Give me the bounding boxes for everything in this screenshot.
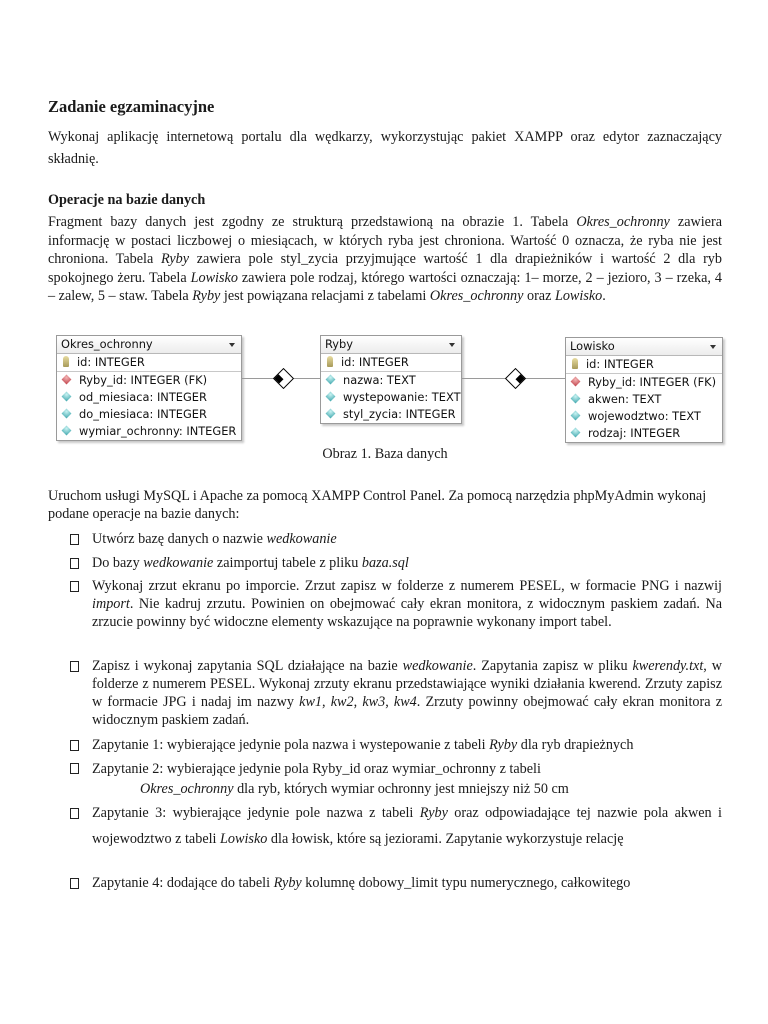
emphasis: Ryby [419, 805, 448, 821]
field-row [57, 406, 241, 423]
field-label: id: INTEGER [77, 355, 145, 369]
text: zawiera pole rodzaj, którego wartości oznaczają: 1– morze, 2 – jezioro, 3 – rzeka, 4 – zalew, 5 – staw. Tabela [48, 269, 722, 305]
text: dla ryb, których wymiar ochronny jest mniejszy niż 50 cm [233, 781, 569, 797]
text: zawiera informację w postaci liczbowej o miesiącach, w których ryba jest chroniona. Wartość 0 oznacza, że ryba nie jest chroniona. Tabela [48, 214, 722, 268]
field-label: wystepowanie: TEXT [343, 390, 461, 404]
task-text [92, 736, 722, 754]
emphasis: kw2 [330, 694, 354, 710]
field-icon [62, 392, 72, 402]
field-row [566, 356, 722, 374]
field-row [321, 406, 461, 423]
checkbox-bullet-icon [70, 661, 79, 672]
text: . Zrzuty powinny obejmować cały ekran monitora z widocznym paskiem zadań. [92, 694, 723, 728]
text: zawiera pole styl_zycia przyjmujące wartość 1 dla drapieżników i wartość 2 dla ryb spokojnego żeru. Tabela [48, 251, 722, 286]
text: dla łowisk, które są jeziorami. Zapytanie wykorzystuje relację [267, 831, 624, 847]
checkbox-bullet-icon [70, 808, 79, 819]
task-text [92, 874, 722, 892]
emphasis: kw3 [362, 694, 386, 710]
text: , w folderze z numerem PESEL. Wykonaj zrzuty ekranu przedstawiające wyniki działania kwerend. Zrzuty zapisz w formacie JPG i nadaj im nazwy [92, 658, 722, 710]
text: , [322, 694, 331, 710]
text: Zapytanie 3: wybierające jedynie pole nazwa z tabeli [92, 805, 420, 821]
text: . Zapytania zapisz w pliku [472, 658, 633, 674]
task-item [70, 800, 722, 852]
text: oraz odpowiadające tej nazwie pola akwen i wojewodztwo z tabeli [92, 805, 722, 847]
task-item [70, 554, 722, 572]
foreign-key-icon [571, 377, 581, 387]
table-header [57, 336, 241, 354]
table-title: Ryby [325, 337, 354, 351]
task-item [70, 577, 722, 631]
text: Zapytanie 4: dodające do tabeli [92, 875, 274, 891]
text: . Nie kadruj zrzutu. Powinien on obejmować cały ekran monitora, z widocznym paskiem zadań. Na zrzucie powinny być widoczne elementy wskazujące na poprawnie wykonany import tabel. [92, 596, 722, 630]
table-title: Okres_ochronny [61, 337, 153, 351]
field-label: id: INTEGER [586, 357, 654, 371]
emphasis: kwerendy.txt [632, 658, 704, 674]
text: , [353, 694, 363, 710]
task-text [92, 800, 722, 852]
table-header [566, 338, 722, 356]
primary-key-icon [63, 356, 69, 367]
checkbox-bullet-icon [70, 878, 79, 889]
checkbox-bullet-icon [70, 763, 79, 774]
task-text [92, 657, 722, 729]
text: kolumnę dobowy_limit typu numerycznego, całkowitego [301, 875, 631, 891]
table-name: Lowisko [554, 288, 603, 305]
field-icon [62, 426, 72, 436]
text: Wykonaj zrzut ekranu po imporcie. Zrzut zapisz w folderze z numerem PESEL, w formacie PNG i nazwij [92, 578, 722, 594]
field-label: Ryby_id: INTEGER (FK) [588, 375, 717, 389]
checkbox-bullet-icon [70, 740, 79, 751]
task-item [70, 736, 722, 754]
emphasis: wedkowanie [402, 658, 473, 674]
field-label: Ryby_id: INTEGER (FK) [79, 373, 208, 387]
field-icon [571, 411, 581, 421]
task-text [92, 530, 722, 548]
text: Do bazy [92, 555, 144, 571]
field-row [321, 354, 461, 372]
emphasis: Lowisko [220, 831, 268, 847]
task-item [70, 530, 722, 548]
text: Fragment bazy danych jest zgodny ze strukturą przedstawioną na obrazie 1. Tabela [48, 214, 577, 230]
field-row [566, 391, 722, 408]
field-label: nazwa: TEXT [343, 373, 416, 387]
field-row [321, 372, 461, 389]
checkbox-bullet-icon [70, 581, 79, 592]
table-title: Lowisko [570, 339, 615, 353]
table-header [321, 336, 461, 354]
chevron-down-icon [710, 345, 716, 349]
task-item [70, 657, 722, 729]
table-name: Okres_ochronny [429, 288, 524, 305]
table-name: Ryby [160, 251, 190, 268]
task-text [92, 577, 722, 631]
field-row [566, 408, 722, 425]
text: dla ryb drapieżnych [517, 737, 634, 753]
task-item [70, 874, 722, 892]
emphasis: Okres_ochronny [140, 781, 234, 797]
field-label: do_miesiaca: INTEGER [79, 407, 207, 421]
chevron-down-icon [229, 343, 235, 347]
field-icon [326, 392, 336, 402]
field-row [57, 372, 241, 389]
emphasis: baza.sql [361, 555, 409, 571]
page-title: Zadanie egzaminacyjne [48, 97, 215, 116]
text: Utwórz bazę danych o nazwie [92, 531, 267, 547]
field-icon [571, 428, 581, 438]
text: Zapytanie 2: wybierające jedynie pola Ryby_id oraz wymiar_ochronny z tabeli [92, 761, 541, 777]
field-row [57, 389, 241, 406]
checkbox-bullet-icon [70, 558, 79, 569]
field-row [57, 423, 241, 440]
task-item [70, 759, 722, 799]
field-label: wojewodztwo: TEXT [588, 409, 701, 423]
field-icon [326, 375, 336, 385]
field-row [566, 425, 722, 442]
chevron-down-icon [449, 343, 455, 347]
text: , [385, 694, 394, 710]
text: oraz [523, 288, 555, 305]
text: jest powiązana relacjami z tabelami [220, 288, 430, 305]
intro-paragraph: Wykonaj aplikację internetową portalu dla wędkarzy, wykorzystując pakiet XAMPP oraz edytor zaznaczający składnię. [48, 129, 722, 167]
erd-table-lowisko [565, 337, 723, 443]
emphasis: Ryby [273, 875, 302, 891]
emphasis: wedkowanie [266, 531, 337, 547]
table-name: Lowisko [190, 269, 238, 286]
field-row [321, 389, 461, 406]
field-label: rodzaj: INTEGER [588, 426, 681, 440]
erd-table-okres-ochronny [56, 335, 242, 441]
field-label: od_miesiaca: INTEGER [79, 390, 207, 404]
database-description-paragraph [48, 213, 722, 306]
field-row [57, 354, 241, 372]
field-label: styl_zycia: INTEGER [343, 407, 456, 421]
section-heading: Operacje na bazie danych [48, 192, 206, 208]
foreign-key-icon [62, 375, 72, 385]
emphasis: Ryby [489, 737, 518, 753]
text: Zapytanie 1: wybierające jedynie pola nazwa i wystepowanie z tabeli [92, 737, 490, 753]
primary-key-icon [572, 358, 578, 369]
relation-diamond-icon [505, 368, 526, 389]
emphasis: wedkowanie [143, 555, 214, 571]
field-row [566, 374, 722, 391]
indented-line [92, 779, 722, 799]
text: zaimportuj tabele z pliku [213, 555, 362, 571]
field-label: wymiar_ochronny: INTEGER [79, 424, 237, 438]
task-text [92, 759, 722, 799]
field-icon [326, 409, 336, 419]
primary-key-icon [327, 356, 333, 367]
text: Zapisz i wykonaj zapytania SQL działające na bazie [92, 658, 403, 674]
checkbox-bullet-icon [70, 534, 79, 545]
text: . [602, 288, 606, 305]
emphasis: kw4 [393, 694, 417, 710]
field-label: id: INTEGER [341, 355, 409, 369]
field-icon [571, 394, 581, 404]
table-name: Ryby [192, 288, 221, 305]
relation-diamond-icon [273, 368, 294, 389]
services-paragraph: Uruchom usługi MySQL i Apache za pomocą XAMPP Control Panel. Za pomocą narzędzia phpMyAdmin wykonaj podane operacje na bazie danych: [48, 488, 707, 522]
erd-table-ryby [320, 335, 462, 424]
task-text [92, 554, 722, 572]
table-name: Okres_ochronny [576, 214, 670, 230]
emphasis: kw1 [299, 694, 323, 710]
emphasis: import [92, 596, 130, 612]
figure-caption: Obraz 1. Baza danych [322, 446, 448, 462]
field-label: akwen: TEXT [588, 392, 662, 406]
field-icon [62, 409, 72, 419]
